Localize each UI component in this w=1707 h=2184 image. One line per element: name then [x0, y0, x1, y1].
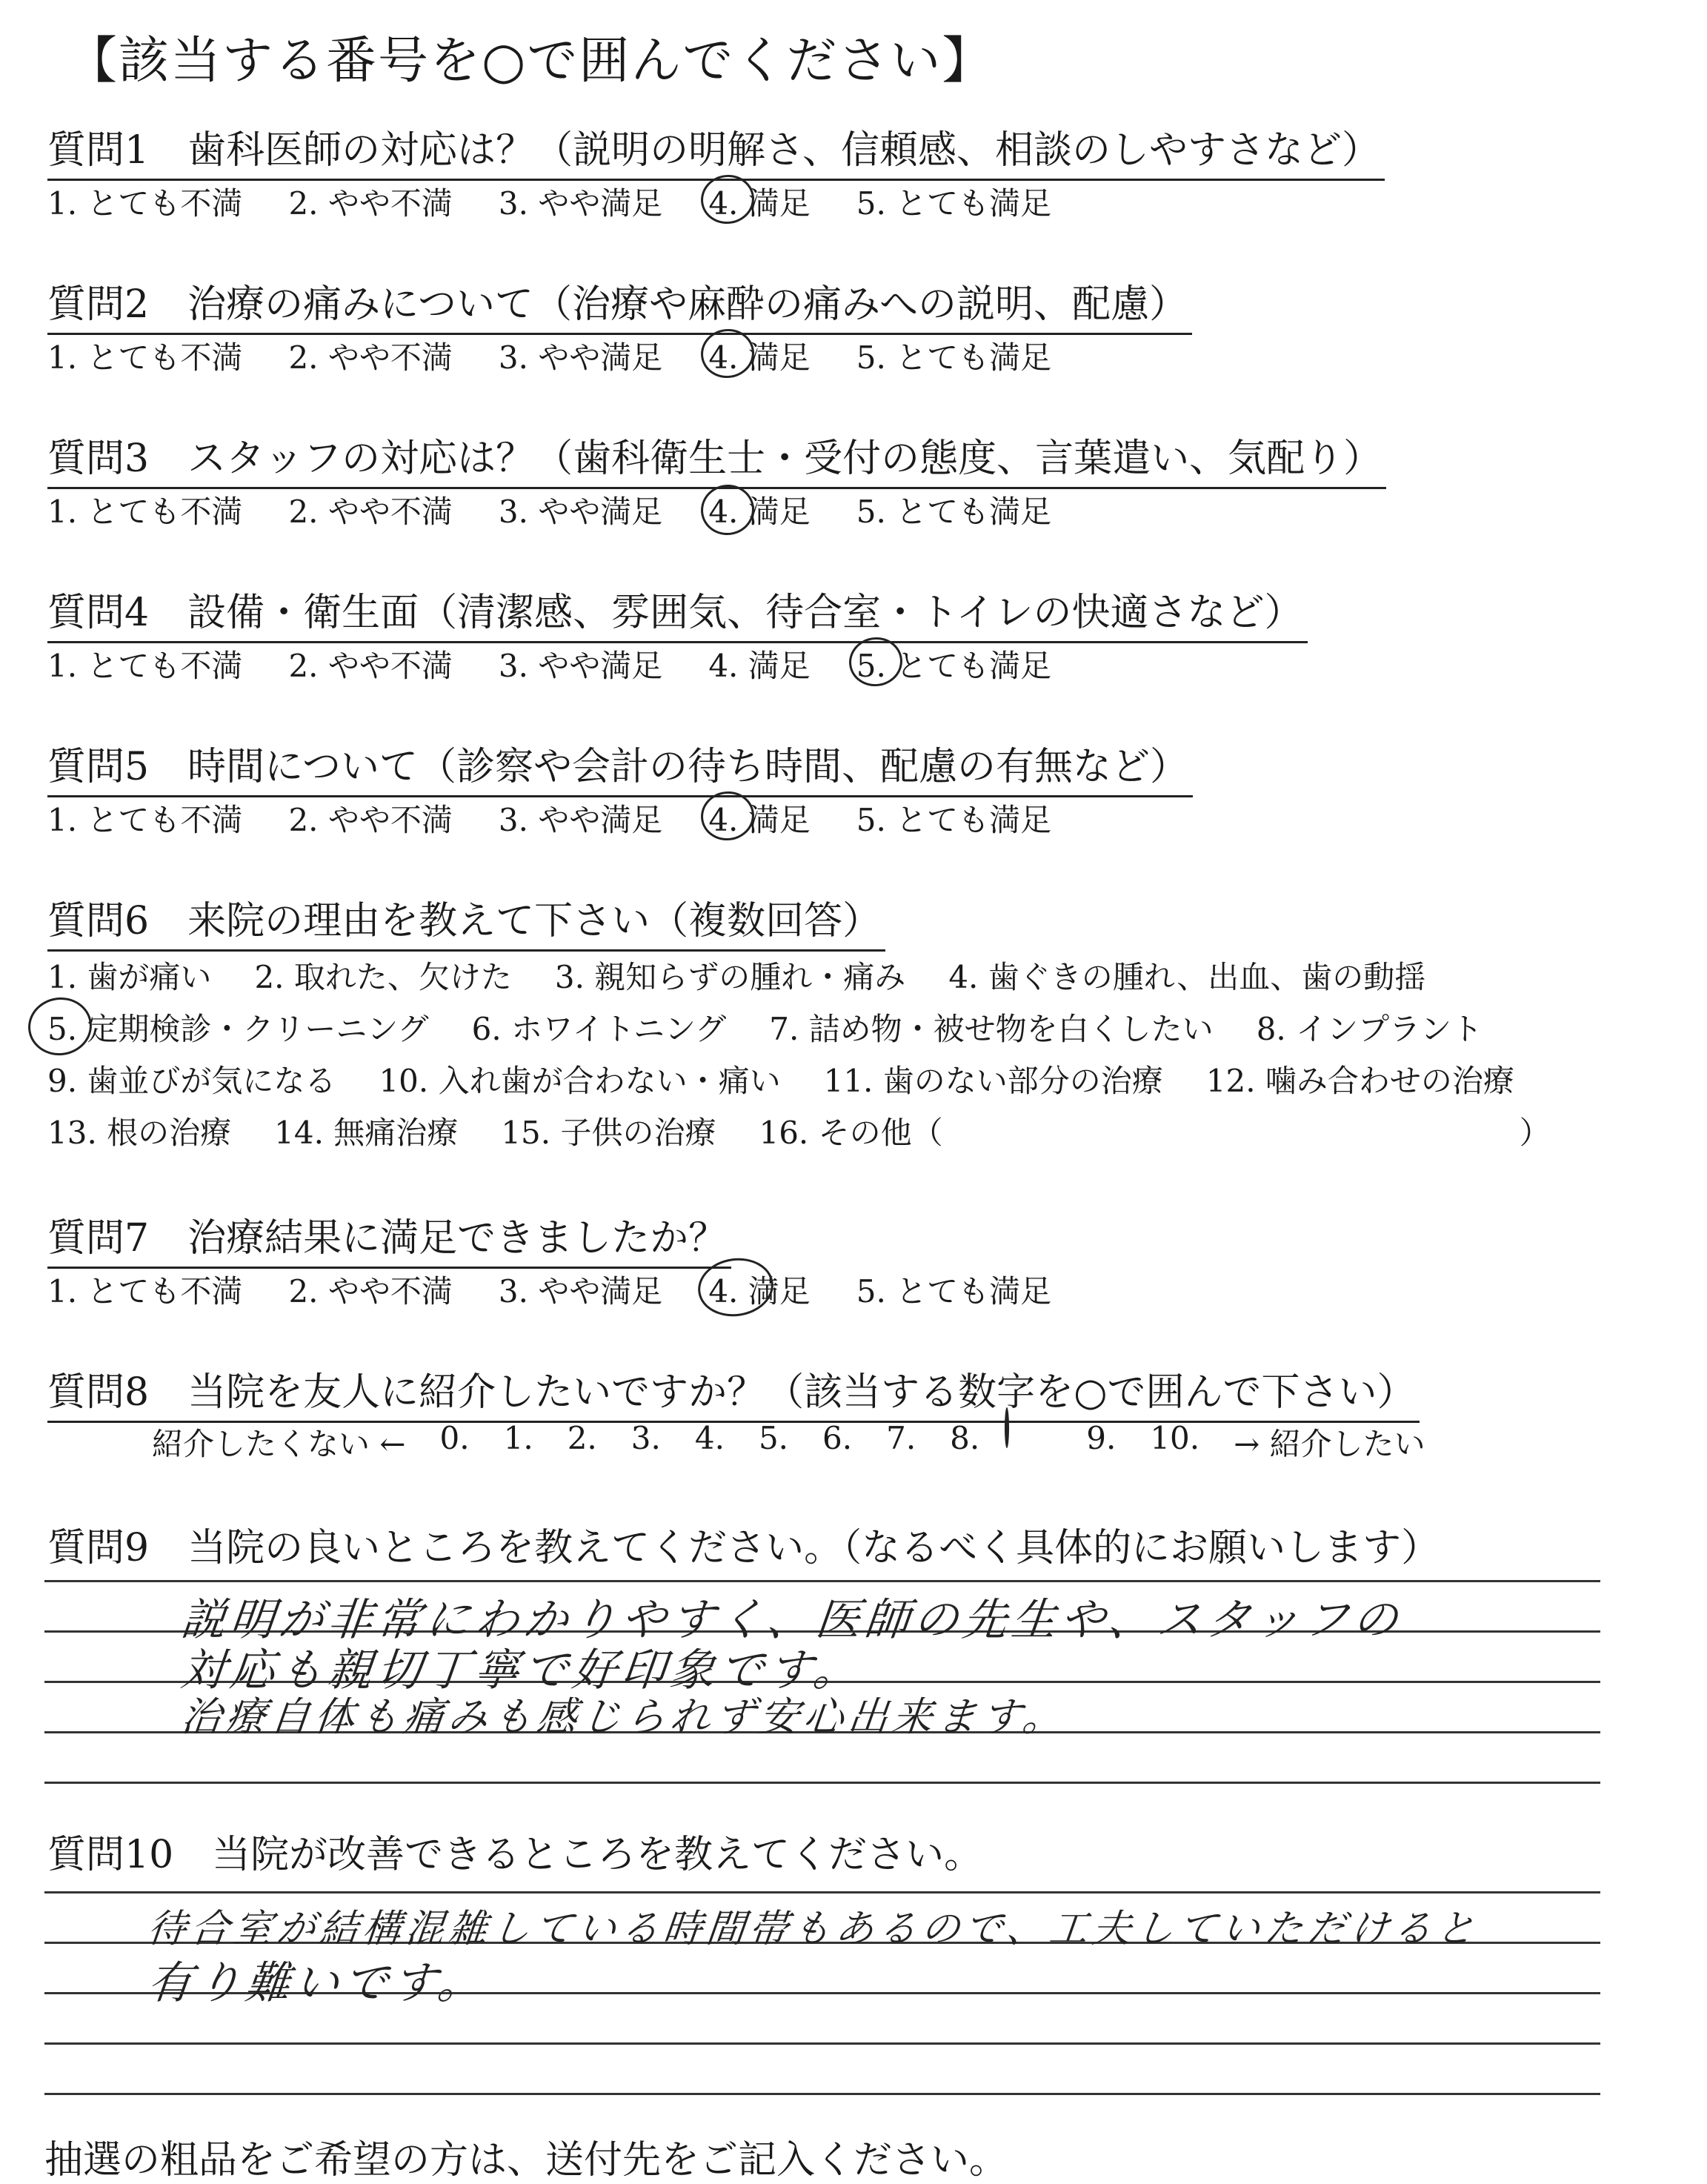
question-3-label: 質問3 スタッフの対応は？（歯科衛生士・受付の態度、言葉遣い、気配り）: [47, 427, 1386, 489]
q4-option-5[interactable]: 5. とても満足: [856, 642, 1051, 686]
q6-option-10[interactable]: 10. 入れ歯が合わない・痛い: [379, 1063, 781, 1099]
q6-option-9[interactable]: 9. 歯並びが気になる: [47, 1063, 336, 1099]
answer-line: [44, 2093, 1600, 2095]
question-8-label: 質問8 当院を友人に紹介したいですか？（該当する数字を○で囲んで下さい）: [47, 1361, 1420, 1423]
q4-option-4[interactable]: 4. 満足: [708, 648, 811, 684]
answer-line: [44, 1782, 1600, 1784]
q6-option-8[interactable]: 8. インプラント: [1256, 1011, 1483, 1047]
q8-right-label: → 紹介したい: [1234, 1426, 1425, 1462]
q1-option-1[interactable]: 1. とても不満: [47, 185, 243, 222]
q6-option-12[interactable]: 12. 噛み合わせの治療: [1205, 1063, 1514, 1099]
q10-answer-line-2: 有り難いです。: [144, 1957, 490, 2009]
q3-option-2[interactable]: 2. やや不満: [288, 494, 453, 530]
answer-line: [44, 1891, 1600, 1893]
q8-score-7[interactable]: 7.: [886, 1420, 916, 1456]
q6-option-13[interactable]: 13. 根の治療: [47, 1115, 232, 1151]
q1-option-3[interactable]: 3. やや満足: [498, 185, 663, 222]
q8-score-8[interactable]: 8.: [950, 1420, 1052, 1464]
q6-option-11[interactable]: 11. 歯のない部分の治療: [823, 1063, 1163, 1099]
q8-score-0[interactable]: 0.: [439, 1420, 470, 1456]
question-1-label: 質問1 歯科医師の対応は？（説明の明解さ、信頼感、相談のしやすさなど）: [47, 119, 1385, 181]
q1-option-5[interactable]: 5. とても満足: [856, 185, 1052, 222]
question-5-label: 質問5 時間について（診察や会計の待ち時間、配慮の有無など）: [47, 735, 1193, 797]
question-4-options: [47, 642, 1097, 686]
question-1-options: [47, 179, 1097, 224]
q3-option-4[interactable]: 4. 満足: [708, 488, 810, 532]
q8-score-10[interactable]: 10.: [1150, 1420, 1200, 1456]
q8-scale: [152, 1420, 1460, 1464]
question-2-options: [47, 333, 1097, 378]
q9-answer-line-2: 対応も親切丁寧で好印象です。: [178, 1644, 865, 1696]
q5-option-2[interactable]: 2. やや不満: [288, 802, 453, 838]
q8-score-2[interactable]: 2.: [567, 1420, 597, 1456]
q5-option-1[interactable]: 1. とても不満: [47, 802, 243, 838]
q8-score-1[interactable]: 1.: [503, 1420, 533, 1456]
question-5-options: [47, 796, 1097, 840]
answer-line: [44, 1580, 1600, 1582]
q6-option-6[interactable]: 6. ホワイトニング: [471, 1011, 727, 1047]
q6-option-14[interactable]: 14. 無痛治療: [274, 1115, 459, 1151]
q6-option-4[interactable]: 4. 歯ぐきの腫れ、出血、歯の動揺: [948, 959, 1426, 995]
q6-option-5[interactable]: 5. 定期検診・クリーニング: [47, 1005, 429, 1049]
q6-option-7[interactable]: 7. 詰め物・被せ物を白くしたい: [769, 1011, 1214, 1047]
q6-option-15[interactable]: 15. 子供の治療: [501, 1115, 716, 1151]
q2-option-2[interactable]: 2. やや不満: [288, 339, 453, 376]
q3-option-3[interactable]: 3. やや満足: [498, 494, 663, 530]
q6-row-4: [47, 1109, 1594, 1153]
question-7-options: [47, 1267, 1097, 1312]
footer-instruction-cut: 抽選の粗品をご希望の方は、送付先をご記入ください。: [44, 2138, 1008, 2183]
q2-option-1[interactable]: 1. とても不満: [47, 339, 243, 376]
question-7-label: 質問7 治療結果に満足できましたか？: [47, 1206, 731, 1269]
question-10-label: 質問10 当院が改善できるところを教えてください。: [47, 1833, 983, 1877]
q4-option-3[interactable]: 3. やや満足: [498, 648, 663, 684]
q4-option-1[interactable]: 1. とても不満: [47, 648, 243, 684]
q4-option-2[interactable]: 2. やや不満: [288, 648, 453, 684]
q2-option-5[interactable]: 5. とても満足: [856, 339, 1052, 376]
q3-option-1[interactable]: 1. とても不満: [47, 494, 243, 530]
q6-option-1[interactable]: 1. 歯が痛い: [47, 959, 212, 995]
q9-answer-line-3: 治療自体も痛みも感じられず安心出来ます。: [179, 1693, 1070, 1740]
q6-option-3[interactable]: 3. 親知らずの腫れ・痛み: [554, 959, 906, 995]
q10-answer-line-1: 待合室が結構混雑している時間帯もあるので、工夫していただけると: [145, 1907, 1482, 1951]
q7-option-3[interactable]: 3. やや満足: [498, 1273, 663, 1310]
q6-option-2[interactable]: 2. 取れた、欠けた: [254, 959, 512, 995]
q6-other-close-paren: ）: [1519, 1115, 1551, 1151]
q8-score-5[interactable]: 5.: [758, 1420, 789, 1456]
q1-option-4[interactable]: 4. 満足: [708, 179, 810, 224]
question-6-label: 質問6 来院の理由を教えて下さい（複数回答）: [47, 889, 885, 952]
question-4-label: 質問4 設備・衛生面（清潔感、雰囲気、待合室・トイレの快適さなど）: [47, 581, 1308, 643]
q6-option-16[interactable]: 16. その他（: [759, 1115, 943, 1151]
q8-score-9[interactable]: 9.: [1086, 1420, 1117, 1456]
question-3-options: [47, 488, 1097, 532]
q7-option-4[interactable]: 4. 満足: [708, 1267, 810, 1312]
q8-score-4[interactable]: 4.: [694, 1420, 725, 1456]
question-9-label: 質問9 当院の良いところを教えてください。（なるべく具体的にお願いします）: [47, 1526, 1440, 1570]
q5-option-3[interactable]: 3. やや満足: [498, 802, 663, 838]
q7-option-2[interactable]: 2. やや不満: [288, 1273, 453, 1310]
q8-score-6[interactable]: 6.: [822, 1420, 853, 1456]
q1-option-2[interactable]: 2. やや不満: [288, 185, 453, 222]
q5-option-4[interactable]: 4. 満足: [708, 796, 810, 840]
q6-row-2: [47, 1005, 1525, 1049]
q5-option-5[interactable]: 5. とても満足: [856, 802, 1052, 838]
q2-option-3[interactable]: 3. やや満足: [498, 339, 663, 376]
q7-option-5[interactable]: 5. とても満足: [856, 1273, 1052, 1310]
answer-line: [44, 2042, 1600, 2045]
q7-option-1[interactable]: 1. とても不満: [47, 1273, 243, 1310]
q9-answer-line-1: 説明が非常にわかりやすく、医師の先生や、スタッフの: [178, 1594, 1405, 1646]
q8-left-label: 紹介したくない ←: [152, 1426, 406, 1462]
q8-score-3[interactable]: 3.: [630, 1420, 661, 1456]
page-header: 【該当する番号を○で囲んでください】: [67, 32, 994, 90]
q6-row-1: [47, 953, 1468, 998]
q6-row-3: [47, 1057, 1557, 1101]
q2-option-4[interactable]: 4. 満足: [708, 333, 810, 378]
question-2-label: 質問2 治療の痛みについて（治療や麻酔の痛みへの説明、配慮）: [47, 273, 1192, 335]
q3-option-5[interactable]: 5. とても満足: [856, 494, 1052, 530]
